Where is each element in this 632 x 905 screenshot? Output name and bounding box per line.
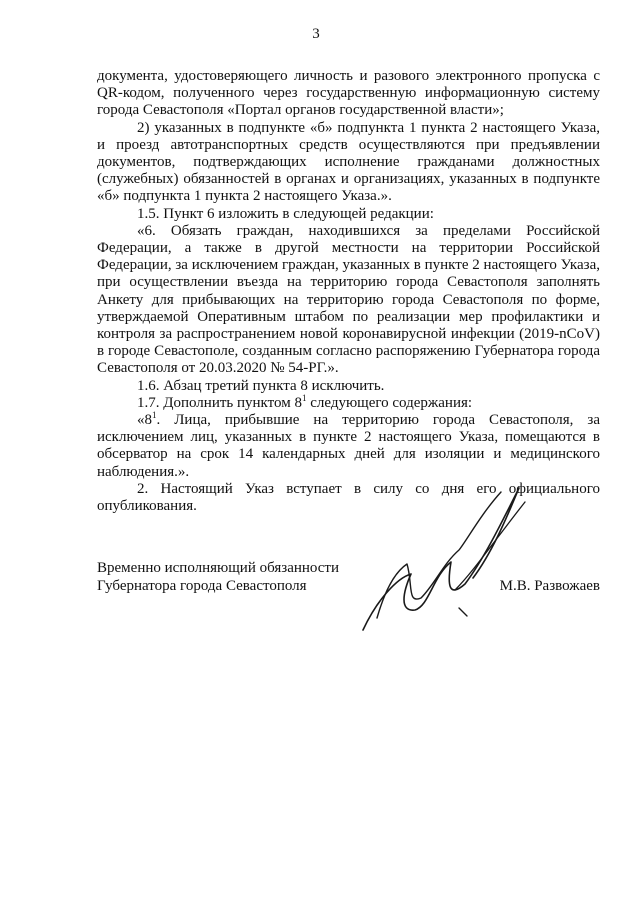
paragraph-item-2: 2) указанных в подпункте «б» подпункта 1 пункта 2 настоящего Указа, и проезд автотранспортных средств осуществляются при предъявлении документов, подтверждающих исполнение гражданами должностных (служебных) обязанностей в органах и организациях, указанных в подпункте «б» подпункта 1 пункта 2 настоящего Указа.».	[97, 119, 600, 205]
paragraph-1-6: 1.6. Абзац третий пункта 8 исключить.	[137, 377, 385, 394]
signatory-name: М.В. Развожаев	[499, 578, 600, 594]
position-line-1: Временно исполняющий обязанности	[97, 560, 340, 576]
position-line-2: Губернатора города Севастополя	[97, 577, 307, 594]
paragraph-8-1-lead: «8	[137, 412, 152, 429]
superscript-1: 1	[152, 410, 157, 421]
paragraph-continuation: документа, удостоверяющего личность и разового электронного пропуска с QR-кодом, полученного через государственную информационную систему города Севастополя «Портал органов государственной власти»;	[97, 68, 600, 119]
document-body	[97, 68, 600, 515]
paragraph-point-6: «6. Обязать граждан, находившихся за пределами Российской Федерации, а также в другой местности на территории Российской Федерации, за исключением граждан, указанных в пункте 2 настоящего Указа, при осуществлении въезда на территорию города Севастополя заполнять Анкету для прибывающих на территорию города Севастополя по форме, утверждаемой Оперативным штабом по реализации мер профилактики и контроля за распространением новой коронавирусной инфекции (2019-nCoV) в городе Севастополе, созданным согласно распоряжению Губернатора города Севастополя от 20.03.2020 № 54-РГ.».	[97, 222, 600, 377]
handwritten-signature	[355, 480, 530, 640]
paragraph-point-8-1	[97, 412, 600, 481]
paragraph-8-1-text: . Лица, прибывшие на территорию города Севастополя, за исключением лиц, указанных в пункте 2 настоящего Указа, помещаются в обсерватор на срок 14 календарных дней для изоляции и медицинского наблюдения.».	[97, 412, 600, 480]
page-number: 3	[312, 26, 320, 42]
paragraph-1-5: 1.5. Пункт 6 изложить в следующей редакции:	[137, 205, 434, 222]
paragraph-1-7	[97, 392, 600, 412]
paragraph-1-7-text: 1.7. Дополнить пунктом 8	[137, 394, 302, 411]
paragraph-2-effective: 2. Настоящий Указ вступает в силу со дня его официального опубликования.	[97, 480, 600, 515]
superscript-1: 1	[301, 392, 307, 403]
paragraph-1-7-tail: следующего содержания:	[306, 394, 473, 411]
signatory-position	[97, 560, 339, 595]
